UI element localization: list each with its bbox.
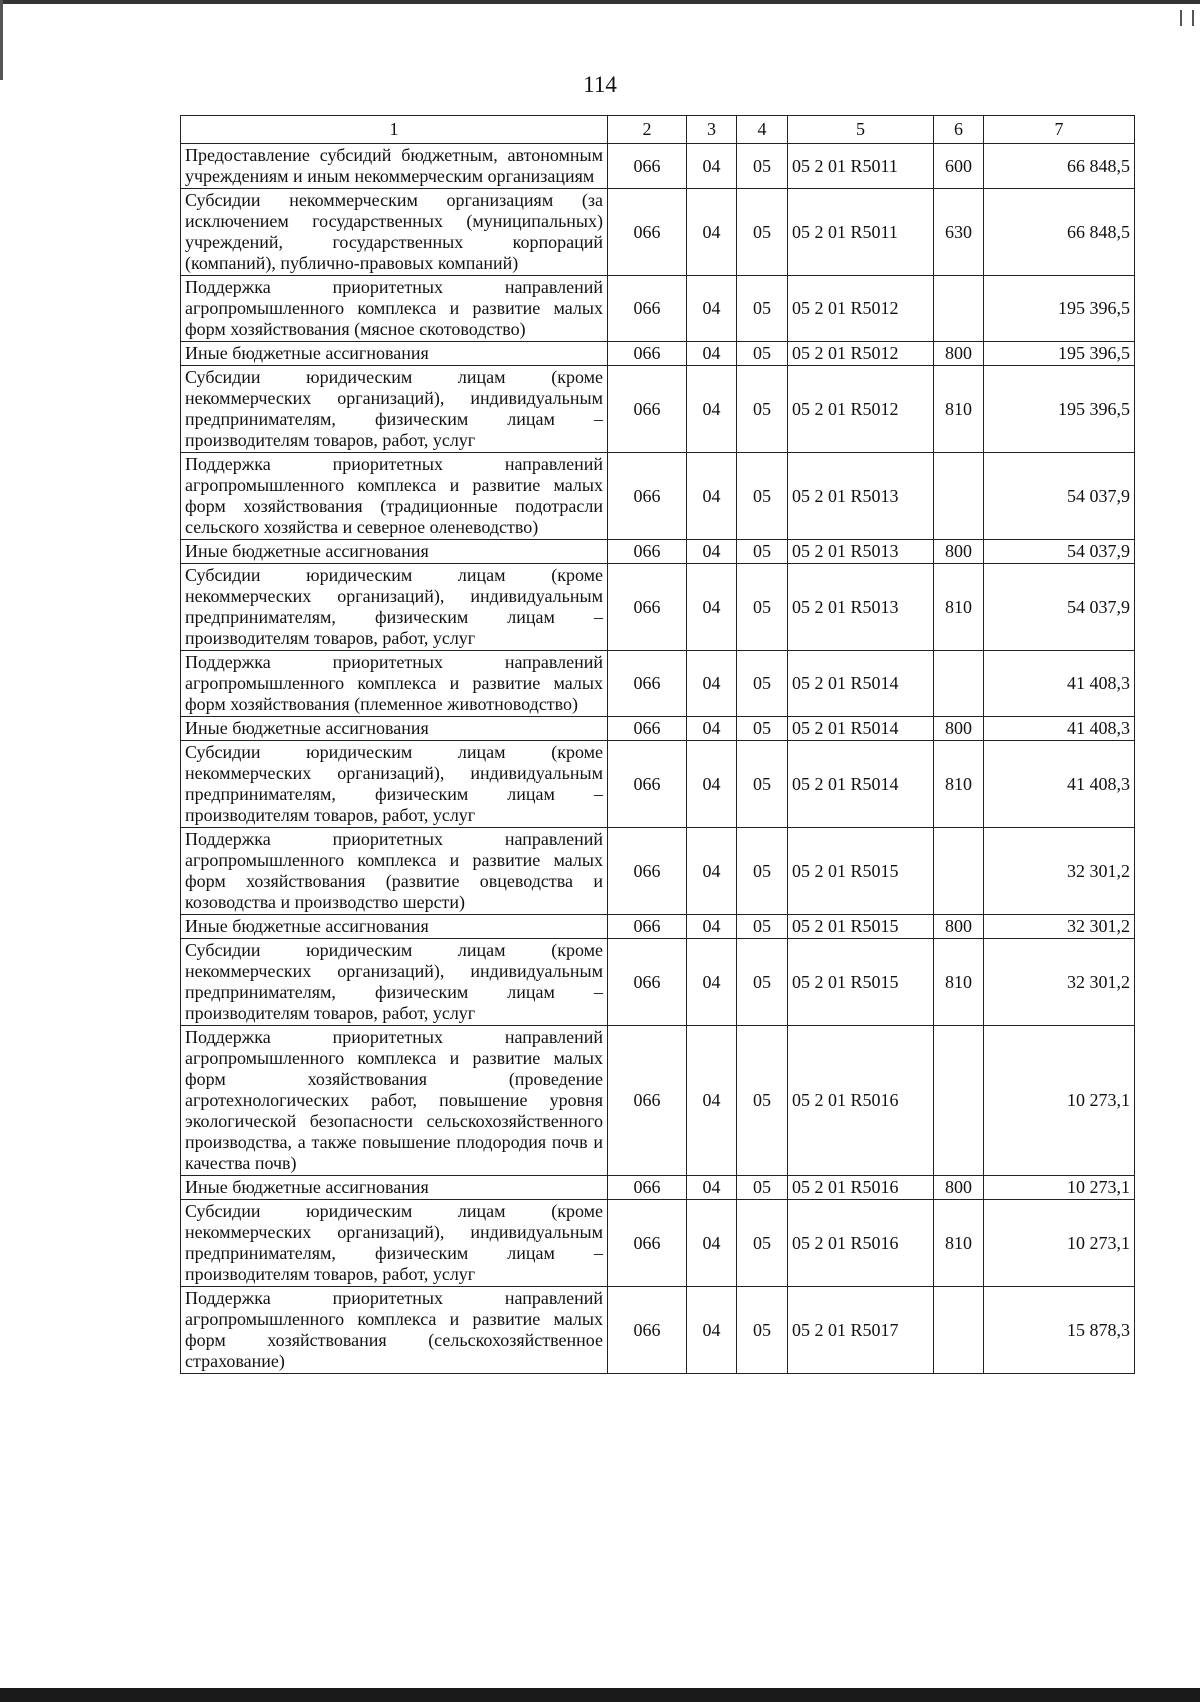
row-section: 04 <box>687 540 737 564</box>
row-expense-type: 810 <box>934 1200 984 1287</box>
header-cell: 4 <box>737 116 788 144</box>
row-admin-code: 066 <box>608 453 687 540</box>
table-row <box>181 741 1135 828</box>
row-section: 04 <box>687 189 737 276</box>
row-admin-code: 066 <box>608 342 687 366</box>
row-section: 04 <box>687 828 737 915</box>
row-admin-code: 066 <box>608 1026 687 1176</box>
table-row <box>181 1026 1135 1176</box>
table-row <box>181 276 1135 342</box>
row-subsection: 05 <box>737 741 788 828</box>
row-name: Предоставление субсидий бюджетным, автономным учреждениям и иным некоммерческим организациям <box>181 144 608 189</box>
table-row <box>181 342 1135 366</box>
row-target-article: 05 2 01 R5015 <box>788 915 934 939</box>
row-amount: 10 273,1 <box>984 1176 1135 1200</box>
row-target-article: 05 2 01 R5014 <box>788 717 934 741</box>
row-name: Поддержка приоритетных направлений агропромышленного комплекса и развитие малых форм хозяйствования (проведение агротехнологических работ, повышение уровня экологической безопасности сельскохозяйственного производства, а также повышение плодородия почв и качества почв) <box>181 1026 608 1176</box>
row-name: Субсидии юридическим лицам (кроме некоммерческих организаций), индивидуальным предпринимателям, физическим лицам – производителям товаров, работ, услуг <box>181 1200 608 1287</box>
row-admin-code: 066 <box>608 717 687 741</box>
row-section: 04 <box>687 1200 737 1287</box>
row-target-article: 05 2 01 R5013 <box>788 564 934 651</box>
row-amount: 54 037,9 <box>984 453 1135 540</box>
row-expense-type: 600 <box>934 144 984 189</box>
row-admin-code: 066 <box>608 189 687 276</box>
row-target-article: 05 2 01 R5012 <box>788 342 934 366</box>
row-expense-type: 630 <box>934 189 984 276</box>
row-name: Иные бюджетные ассигнования <box>181 342 608 366</box>
row-target-article: 05 2 01 R5014 <box>788 651 934 717</box>
row-amount: 32 301,2 <box>984 828 1135 915</box>
row-subsection: 05 <box>737 366 788 453</box>
table-row <box>181 939 1135 1026</box>
row-target-article: 05 2 01 R5016 <box>788 1026 934 1176</box>
table-row <box>181 915 1135 939</box>
row-admin-code: 066 <box>608 651 687 717</box>
table-row <box>181 453 1135 540</box>
row-target-article: 05 2 01 R5016 <box>788 1176 934 1200</box>
row-expense-type <box>934 453 984 540</box>
row-expense-type: 800 <box>934 1176 984 1200</box>
row-name: Поддержка приоритетных направлений агропромышленного комплекса и развитие малых форм хозяйствования (традиционные подотрасли сельского хозяйства и северное оленеводство) <box>181 453 608 540</box>
row-target-article: 05 2 01 R5012 <box>788 276 934 342</box>
row-expense-type: 810 <box>934 366 984 453</box>
table-row <box>181 717 1135 741</box>
row-section: 04 <box>687 939 737 1026</box>
table-row <box>181 540 1135 564</box>
row-section: 04 <box>687 651 737 717</box>
row-section: 04 <box>687 453 737 540</box>
row-target-article: 05 2 01 R5011 <box>788 189 934 276</box>
row-name: Субсидии юридическим лицам (кроме некоммерческих организаций), индивидуальным предпринимателям, физическим лицам – производителям товаров, работ, услуг <box>181 741 608 828</box>
row-amount: 32 301,2 <box>984 915 1135 939</box>
scan-border-top <box>0 0 1200 4</box>
header-cell: 5 <box>788 116 934 144</box>
row-subsection: 05 <box>737 1176 788 1200</box>
row-amount: 10 273,1 <box>984 1200 1135 1287</box>
row-admin-code: 066 <box>608 1287 687 1374</box>
row-expense-type: 810 <box>934 564 984 651</box>
row-expense-type <box>934 651 984 717</box>
row-admin-code: 066 <box>608 1200 687 1287</box>
row-subsection: 05 <box>737 915 788 939</box>
row-section: 04 <box>687 741 737 828</box>
row-amount: 66 848,5 <box>984 144 1135 189</box>
row-section: 04 <box>687 1026 737 1176</box>
row-expense-type <box>934 1287 984 1374</box>
row-name: Поддержка приоритетных направлений агропромышленного комплекса и развитие малых форм хозяйствования (мясное скотоводство) <box>181 276 608 342</box>
row-section: 04 <box>687 717 737 741</box>
row-admin-code: 066 <box>608 276 687 342</box>
table-row <box>181 1200 1135 1287</box>
row-section: 04 <box>687 915 737 939</box>
row-admin-code: 066 <box>608 939 687 1026</box>
row-amount: 41 408,3 <box>984 741 1135 828</box>
table-body <box>181 144 1135 1374</box>
row-section: 04 <box>687 144 737 189</box>
row-subsection: 05 <box>737 717 788 741</box>
row-expense-type: 800 <box>934 540 984 564</box>
row-name: Поддержка приоритетных направлений агропромышленного комплекса и развитие малых форм хозяйствования (развитие овцеводства и козоводства и производство шерсти) <box>181 828 608 915</box>
row-amount: 15 878,3 <box>984 1287 1135 1374</box>
row-amount: 195 396,5 <box>984 342 1135 366</box>
page-number: 114 <box>583 72 617 97</box>
row-name: Субсидии юридическим лицам (кроме некоммерческих организаций), индивидуальным предпринимателям, физическим лицам – производителям товаров, работ, услуг <box>181 564 608 651</box>
table-row <box>181 651 1135 717</box>
row-expense-type: 800 <box>934 915 984 939</box>
row-target-article: 05 2 01 R5012 <box>788 366 934 453</box>
row-admin-code: 066 <box>608 540 687 564</box>
row-subsection: 05 <box>737 1026 788 1176</box>
row-expense-type: 810 <box>934 939 984 1026</box>
row-name: Субсидии юридическим лицам (кроме некоммерческих организаций), индивидуальным предпринимателям, физическим лицам – производителям товаров, работ, услуг <box>181 366 608 453</box>
row-name: Иные бюджетные ассигнования <box>181 540 608 564</box>
row-subsection: 05 <box>737 453 788 540</box>
table-row <box>181 1176 1135 1200</box>
row-section: 04 <box>687 564 737 651</box>
row-target-article: 05 2 01 R5017 <box>788 1287 934 1374</box>
row-target-article: 05 2 01 R5011 <box>788 144 934 189</box>
row-target-article: 05 2 01 R5013 <box>788 540 934 564</box>
row-subsection: 05 <box>737 342 788 366</box>
row-expense-type <box>934 1026 984 1176</box>
row-admin-code: 066 <box>608 915 687 939</box>
row-expense-type: 810 <box>934 741 984 828</box>
row-subsection: 05 <box>737 540 788 564</box>
row-target-article: 05 2 01 R5014 <box>788 741 934 828</box>
scan-border-left <box>0 0 3 80</box>
row-section: 04 <box>687 1176 737 1200</box>
row-name: Иные бюджетные ассигнования <box>181 915 608 939</box>
row-target-article: 05 2 01 R5015 <box>788 828 934 915</box>
row-admin-code: 066 <box>608 366 687 453</box>
row-expense-type: 800 <box>934 342 984 366</box>
row-amount: 41 408,3 <box>984 651 1135 717</box>
row-admin-code: 066 <box>608 741 687 828</box>
row-amount: 32 301,2 <box>984 939 1135 1026</box>
row-subsection: 05 <box>737 939 788 1026</box>
row-expense-type <box>934 828 984 915</box>
row-subsection: 05 <box>737 276 788 342</box>
row-subsection: 05 <box>737 189 788 276</box>
row-subsection: 05 <box>737 144 788 189</box>
row-amount: 54 037,9 <box>984 564 1135 651</box>
scan-edge-marks <box>1180 10 1194 26</box>
row-admin-code: 066 <box>608 144 687 189</box>
row-name: Субсидии некоммерческим организациям (за исключением государственных (муниципальных) учреждений, государственных корпораций (компаний), публично-правовых компаний) <box>181 189 608 276</box>
row-admin-code: 066 <box>608 564 687 651</box>
table-row <box>181 1287 1135 1374</box>
row-target-article: 05 2 01 R5016 <box>788 1200 934 1287</box>
budget-table <box>180 115 1135 1374</box>
table-row <box>181 564 1135 651</box>
row-amount: 195 396,5 <box>984 276 1135 342</box>
row-name: Иные бюджетные ассигнования <box>181 1176 608 1200</box>
row-section: 04 <box>687 342 737 366</box>
table-row <box>181 144 1135 189</box>
table-header-row <box>181 116 1135 144</box>
row-amount: 195 396,5 <box>984 366 1135 453</box>
row-name: Иные бюджетные ассигнования <box>181 717 608 741</box>
header-cell: 3 <box>687 116 737 144</box>
row-subsection: 05 <box>737 1200 788 1287</box>
row-amount: 10 273,1 <box>984 1026 1135 1176</box>
row-section: 04 <box>687 366 737 453</box>
row-subsection: 05 <box>737 651 788 717</box>
row-admin-code: 066 <box>608 828 687 915</box>
header-cell: 7 <box>984 116 1135 144</box>
row-subsection: 05 <box>737 828 788 915</box>
row-section: 04 <box>687 276 737 342</box>
row-name: Поддержка приоритетных направлений агропромышленного комплекса и развитие малых форм хозяйствования (сельскохозяйственное страхование) <box>181 1287 608 1374</box>
row-name: Поддержка приоритетных направлений агропромышленного комплекса и развитие малых форм хозяйствования (племенное животноводство) <box>181 651 608 717</box>
row-admin-code: 066 <box>608 1176 687 1200</box>
row-expense-type <box>934 276 984 342</box>
table-row <box>181 189 1135 276</box>
scan-border-bottom <box>0 1688 1200 1702</box>
header-cell: 6 <box>934 116 984 144</box>
table-row <box>181 828 1135 915</box>
header-cell: 1 <box>181 116 608 144</box>
row-amount: 54 037,9 <box>984 540 1135 564</box>
row-target-article: 05 2 01 R5013 <box>788 453 934 540</box>
row-subsection: 05 <box>737 1287 788 1374</box>
row-subsection: 05 <box>737 564 788 651</box>
row-target-article: 05 2 01 R5015 <box>788 939 934 1026</box>
table-row <box>181 366 1135 453</box>
row-amount: 41 408,3 <box>984 717 1135 741</box>
row-section: 04 <box>687 1287 737 1374</box>
row-expense-type: 800 <box>934 717 984 741</box>
header-cell: 2 <box>608 116 687 144</box>
row-amount: 66 848,5 <box>984 189 1135 276</box>
row-name: Субсидии юридическим лицам (кроме некоммерческих организаций), индивидуальным предпринимателям, физическим лицам – производителям товаров, работ, услуг <box>181 939 608 1026</box>
